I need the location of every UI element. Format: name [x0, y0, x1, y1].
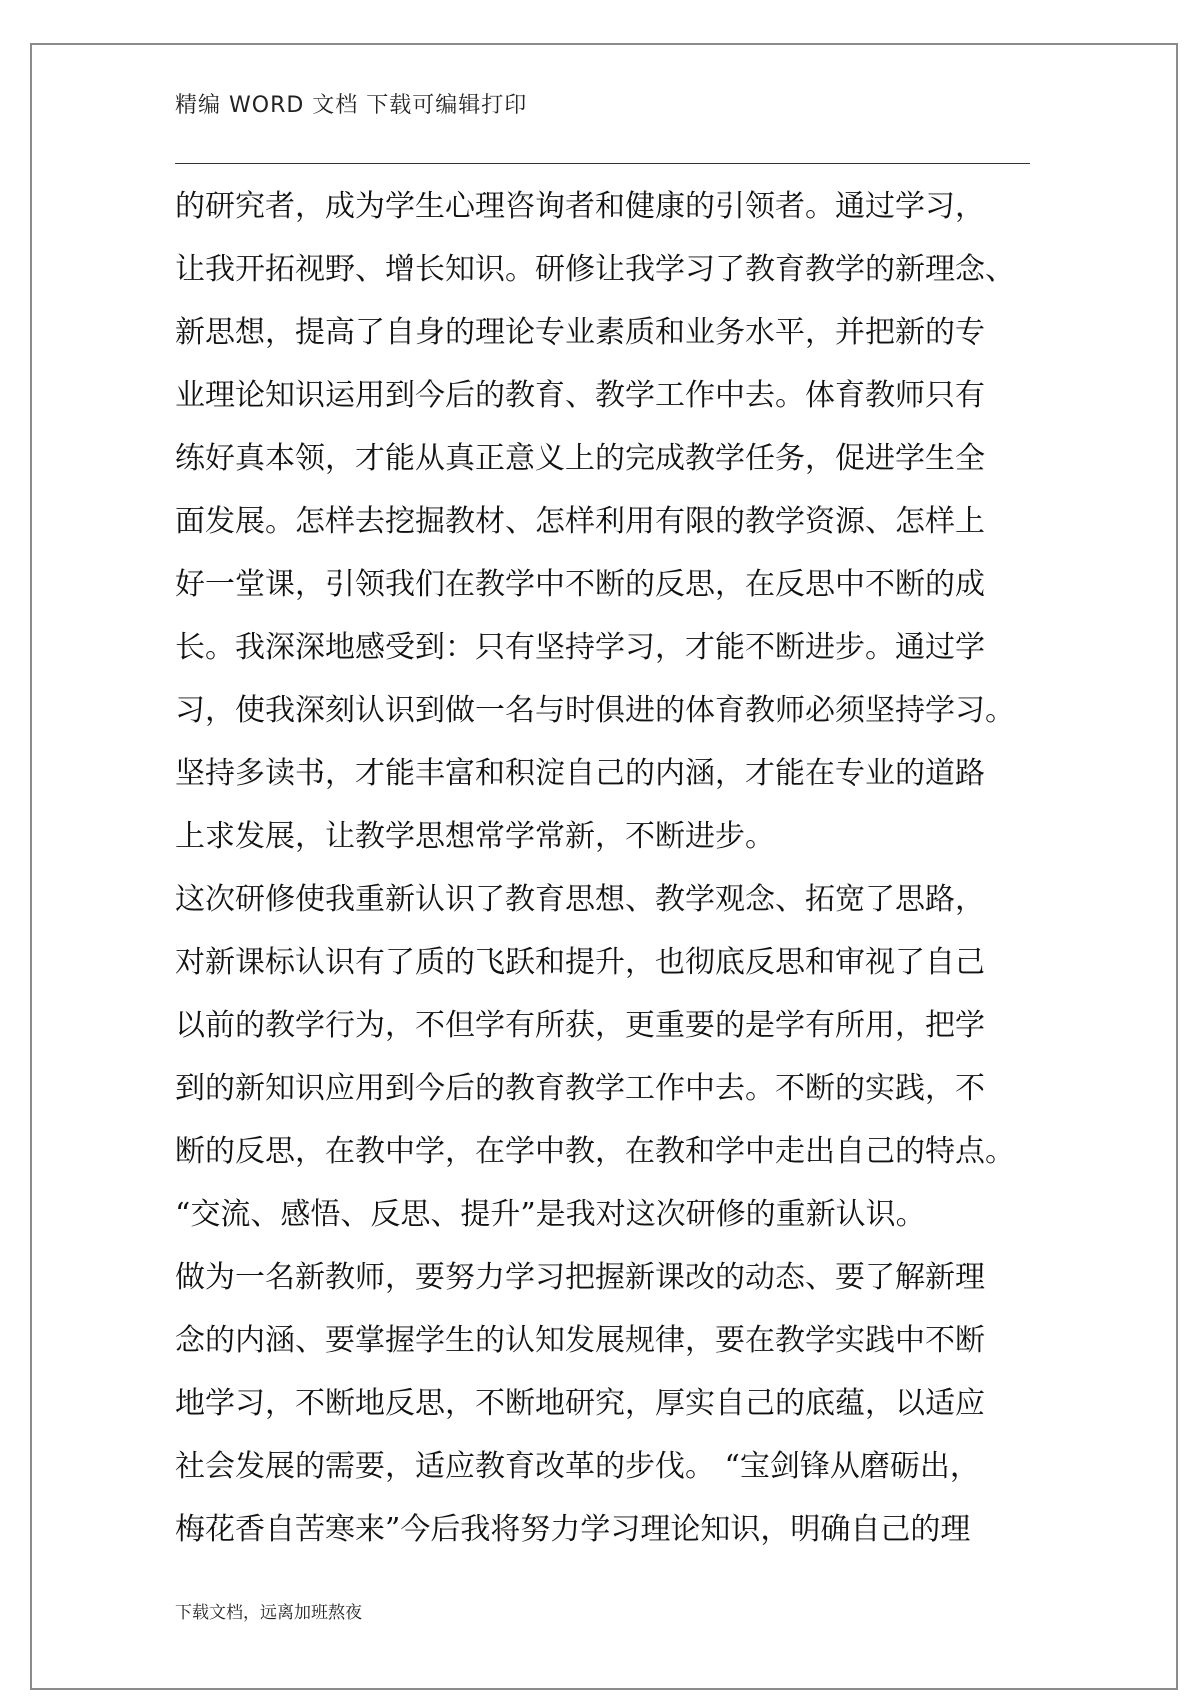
text-line: 练好真本领，才能从真正意义上的完成教学任务，促进学生全 — [175, 441, 985, 476]
text-line: 让我开拓视野、增长知识。研修让我学习了教育教学的新理念、 — [175, 252, 1015, 287]
text-line: 以前的教学行为，不但学有所获，更重要的是学有所用，把学 — [175, 1008, 985, 1043]
text-line: 坚持多读书，才能丰富和积淀自己的内涵，才能在专业的道路 — [175, 756, 985, 791]
text-line: 断的反思，在教中学，在学中教，在教和学中走出自己的特点。 — [175, 1134, 1015, 1169]
text-line: 到的新知识应用到今后的教育教学工作中去。不断的实践，不 — [175, 1071, 985, 1106]
document-body — [175, 175, 1055, 1561]
text-line: 新思想，提高了自身的理论专业素质和业务水平，并把新的专 — [175, 315, 985, 350]
page-header: 精编 WORD 文档 下载可编辑打印 — [175, 93, 528, 118]
text-line: 好一堂课，引领我们在教学中不断的反思，在反思中不断的成 — [175, 567, 985, 602]
text-line: 上求发展，让教学思想常学常新，不断进步。 — [175, 819, 775, 854]
text-line: 社会发展的需要，适应教育改革的步伐。 “宝剑锋从磨砺出， — [175, 1449, 980, 1484]
text-line: 这次研修使我重新认识了教育思想、教学观念、拓宽了思路， — [175, 882, 985, 917]
text-line: 做为一名新教师，要努力学习把握新课改的动态、要了解新理 — [175, 1260, 985, 1295]
text-line: 面发展。怎样去挖掘教材、怎样利用有限的教学资源、怎样上 — [175, 504, 985, 539]
text-line: 对新课标认识有了质的飞跃和提升，也彻底反思和审视了自己 — [175, 945, 985, 980]
page-footer: 下载文档，远离加班熬夜 — [175, 1603, 362, 1623]
text-line: 念的内涵、要掌握学生的认知发展规律，要在教学实践中不断 — [175, 1323, 985, 1358]
header-divider — [175, 163, 1030, 164]
text-line: “交流、感悟、反思、提升”是我对这次研修的重新认识。 — [175, 1197, 926, 1232]
text-line: 地学习，不断地反思，不断地研究，厚实自己的底蕴，以适应 — [175, 1386, 985, 1421]
text-line: 业理论知识运用到今后的教育、教学工作中去。体育教师只有 — [175, 378, 985, 413]
text-line: 的研究者，成为学生心理咨询者和健康的引领者。通过学习， — [175, 189, 985, 224]
text-line: 梅花香自苦寒来”今后我将努力学习理论知识，明确自己的理 — [175, 1512, 971, 1547]
text-line: 长。我深深地感受到：只有坚持学习，才能不断进步。通过学 — [175, 630, 985, 665]
text-line: 习，使我深刻认识到做一名与时俱进的体育教师必须坚持学习。 — [175, 693, 1015, 728]
